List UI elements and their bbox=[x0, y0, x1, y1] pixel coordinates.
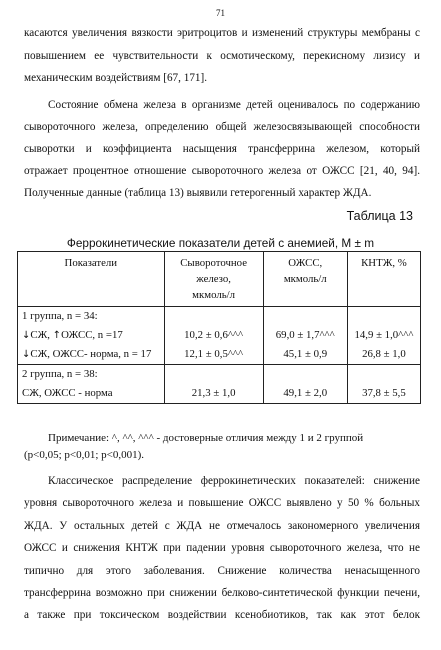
table-title: Феррокинетические показатели детей с анемией, M ± m bbox=[66, 236, 375, 250]
arrow-down-icon: ↓ bbox=[22, 330, 31, 341]
table-note: Примечание: ^, ^^, ^^^ - достоверные отличия между 1 и 2 группой bbox=[48, 432, 364, 444]
group2-labels bbox=[18, 365, 165, 404]
paragraph-line: Классическое распределение феррокинетических показателей: снижение bbox=[48, 475, 420, 487]
row-label: СЖ, ОЖСС - норма bbox=[22, 387, 113, 399]
table-cell: 37,8 ± 5,5 bbox=[362, 387, 406, 399]
column-header: КНТЖ, % bbox=[347, 252, 420, 307]
table-cell: 45,1 ± 0,9 bbox=[283, 348, 328, 360]
table-cell: 21,3 ± 1,0 bbox=[191, 387, 236, 399]
page-number: 71 bbox=[216, 8, 225, 18]
paragraph-line: механическим воздействиям [67, 171]. bbox=[24, 72, 208, 84]
table-cell: 14,9 ± 1,0^^^ bbox=[354, 329, 414, 341]
group-label: 2 группа, n = 38: bbox=[22, 368, 98, 380]
tibc-values bbox=[263, 365, 347, 404]
column-header-line: железо, bbox=[196, 273, 231, 285]
tibc-values bbox=[263, 307, 347, 365]
group-label: 1 группа, n = 34: bbox=[22, 310, 98, 322]
paragraph-line: Состояние обмена железа в организме детей оценивалось по содержанию bbox=[48, 99, 420, 111]
arrow-up-icon: ↑ bbox=[52, 330, 62, 341]
paragraph-line: касаются увеличения вязкости эритроцитов и изменений структуры мембраны с bbox=[24, 27, 420, 39]
column-header-line: Сывороточное bbox=[180, 257, 247, 269]
column-header bbox=[263, 252, 347, 307]
paragraph-line: повышением ее чувствительности к осмотическому, перекисному лизису и bbox=[24, 50, 420, 62]
row-label bbox=[22, 345, 160, 364]
group1-labels bbox=[18, 307, 165, 365]
paragraph-line: ЖДА. У остальных детей с ЖДА не отмечалось закономерного увеличения bbox=[24, 520, 420, 532]
paragraph-line: трансферрина возможно при снижении белково-синтетической функции печени, bbox=[24, 587, 420, 599]
table-cell: 69,0 ± 1,7^^^ bbox=[275, 329, 335, 341]
table-cell: 12,1 ± 0,5^^^ bbox=[184, 348, 244, 360]
column-header bbox=[164, 252, 263, 307]
paragraph-line: ОЖСС и снижения КНТЖ при падении уровня сывороточного железа, что не bbox=[24, 542, 420, 554]
row-label-text: СЖ, ОЖСС- норма, n = 17 bbox=[30, 348, 152, 360]
ferrokinetic-table bbox=[17, 251, 421, 404]
table-cell: 26,8 ± 1,0 bbox=[362, 348, 406, 360]
tsat-values bbox=[347, 365, 420, 404]
table-caption: Таблица 13 bbox=[346, 209, 413, 223]
tsat-values bbox=[347, 307, 420, 365]
paragraph-line: уровня сывороточного железа и повышение ОЖСС выявлено у 50 % больных bbox=[24, 497, 420, 509]
table-cell: 49,1 ± 2,0 bbox=[283, 387, 328, 399]
table-row bbox=[18, 307, 421, 365]
column-header-line: мкмоль/л bbox=[283, 273, 327, 285]
column-header: Показатели bbox=[18, 252, 165, 307]
row-label: ↓СЖ, ↑ОЖСС, n =17 bbox=[22, 329, 123, 341]
table-header-row bbox=[18, 252, 421, 307]
paragraph-line: сыворотки и коэффициента насыщения трансферрина железом, который bbox=[24, 143, 420, 155]
iron-values bbox=[164, 307, 263, 365]
column-header-line: ОЖСС, bbox=[288, 257, 323, 269]
paragraph-line: типично для этого заболевания. Снижение количества ненасыщенного bbox=[24, 565, 420, 577]
table-note-continuation: (p<0,05; p<0,01; p<0,001). bbox=[24, 449, 145, 461]
paragraph-line: отражает процентное отношение сывороточного железа от ОЖСС [21, 40, 94]. bbox=[24, 165, 420, 177]
table-cell: 10,2 ± 0,6^^^ bbox=[184, 329, 244, 341]
paragraph-line: а также при токсическом воздействии ксенобиотиков, так как этот белок bbox=[24, 609, 420, 621]
paragraph-line: сывороточного железа, определению общей железосвязывающей способности bbox=[24, 121, 420, 133]
iron-values bbox=[164, 365, 263, 404]
paragraph-line: Полученные данные (таблица 13) выявили гетерогенный характер ЖДА. bbox=[24, 187, 372, 199]
table-row bbox=[18, 365, 421, 404]
arrow-down-icon: ↓ bbox=[22, 349, 31, 360]
column-header-line: мкмоль/л bbox=[192, 289, 236, 301]
